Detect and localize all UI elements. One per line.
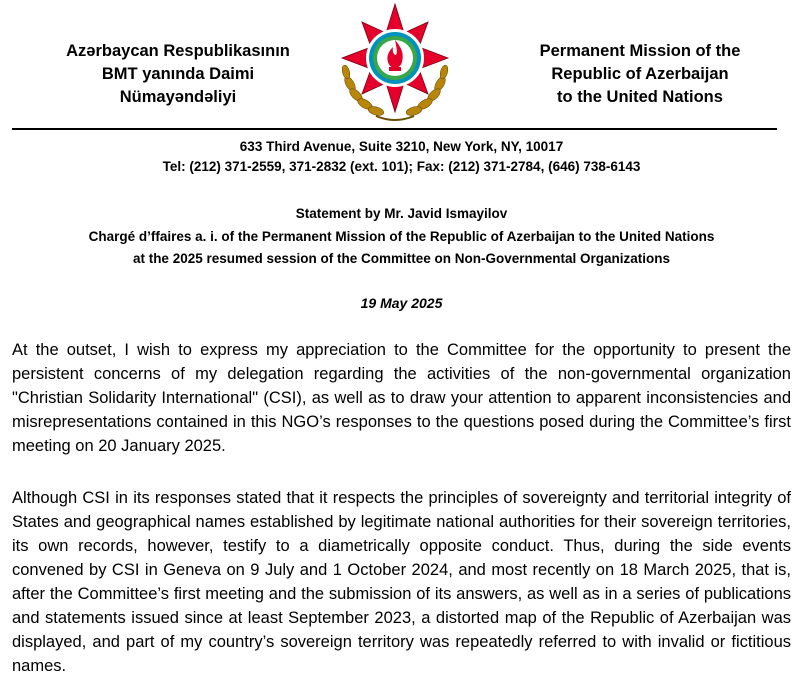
- header-right-line-3: to the United Nations: [557, 88, 723, 106]
- header-right-line-2: Republic of Azerbaijan: [551, 65, 729, 83]
- header-azerbaijani: [28, 40, 328, 109]
- azerbaijan-state-emblem-icon: [336, 0, 454, 124]
- statement-session: at the 2025 resumed session of the Committee on Non-Governmental Organizations: [132, 251, 671, 266]
- header-divider: [12, 128, 777, 130]
- statement-date: 19 May 2025: [360, 295, 443, 311]
- header-left-line-3: Nümayəndəliyi: [119, 88, 237, 106]
- body-paragraph-2: Although CSI in its responses stated that it respects the principles of sovereignty and territorial integrity of States and geographical names established by legitimate national authorities for their sovereign territories, its own records, however, testify to a diametrically opposite conduct. Thus, during the side events convened by CSI in Geneva on 9 July and 1 October 2024, and most recently on 18 March 2025, that is, after the Committee’s first meeting and the submission of its answers, as well as in a series of publications and statements issued since at least September 2023, a distorted map of the Republic of Azerbaijan was displayed, and part of my country’s sovereign territory was repeatedly referred to with invalid or fictitious names.: [12, 489, 791, 675]
- header-right-line-1: Permanent Mission of the: [539, 42, 741, 60]
- contact-line: Tel: (212) 371-2559, 371-2832 (ext. 101); Fax: (212) 371-2784, (646) 738-6143: [162, 159, 641, 174]
- statement-title: Statement by Mr. Javid Ismayilov: [295, 206, 508, 221]
- statement-speaker-role: Chargé d’ffaires a. i. of the Permanent Mission of the Republic of Azerbaijan to the United Nations: [88, 229, 715, 244]
- header-left-line-2: BMT yanında Daimi: [101, 65, 255, 83]
- body-paragraph-1: At the outset, I wish to express my appreciation to the Committee for the opportunity to present the persistent concerns of my delegation regarding the activities of the non-governmental organization "Christian Solidarity International" (CSI), as well as to draw your attention to apparent inconsistencies and misrepresentations contained in this NGO’s responses to the questions posed during the Committee’s first meeting on 20 January 2025.: [12, 341, 791, 455]
- header-left-line-1: Azərbaycan Respublikasının: [66, 42, 290, 60]
- header-english: [490, 40, 790, 109]
- address-line: 633 Third Avenue, Suite 3210, New York, NY, 10017: [239, 139, 564, 154]
